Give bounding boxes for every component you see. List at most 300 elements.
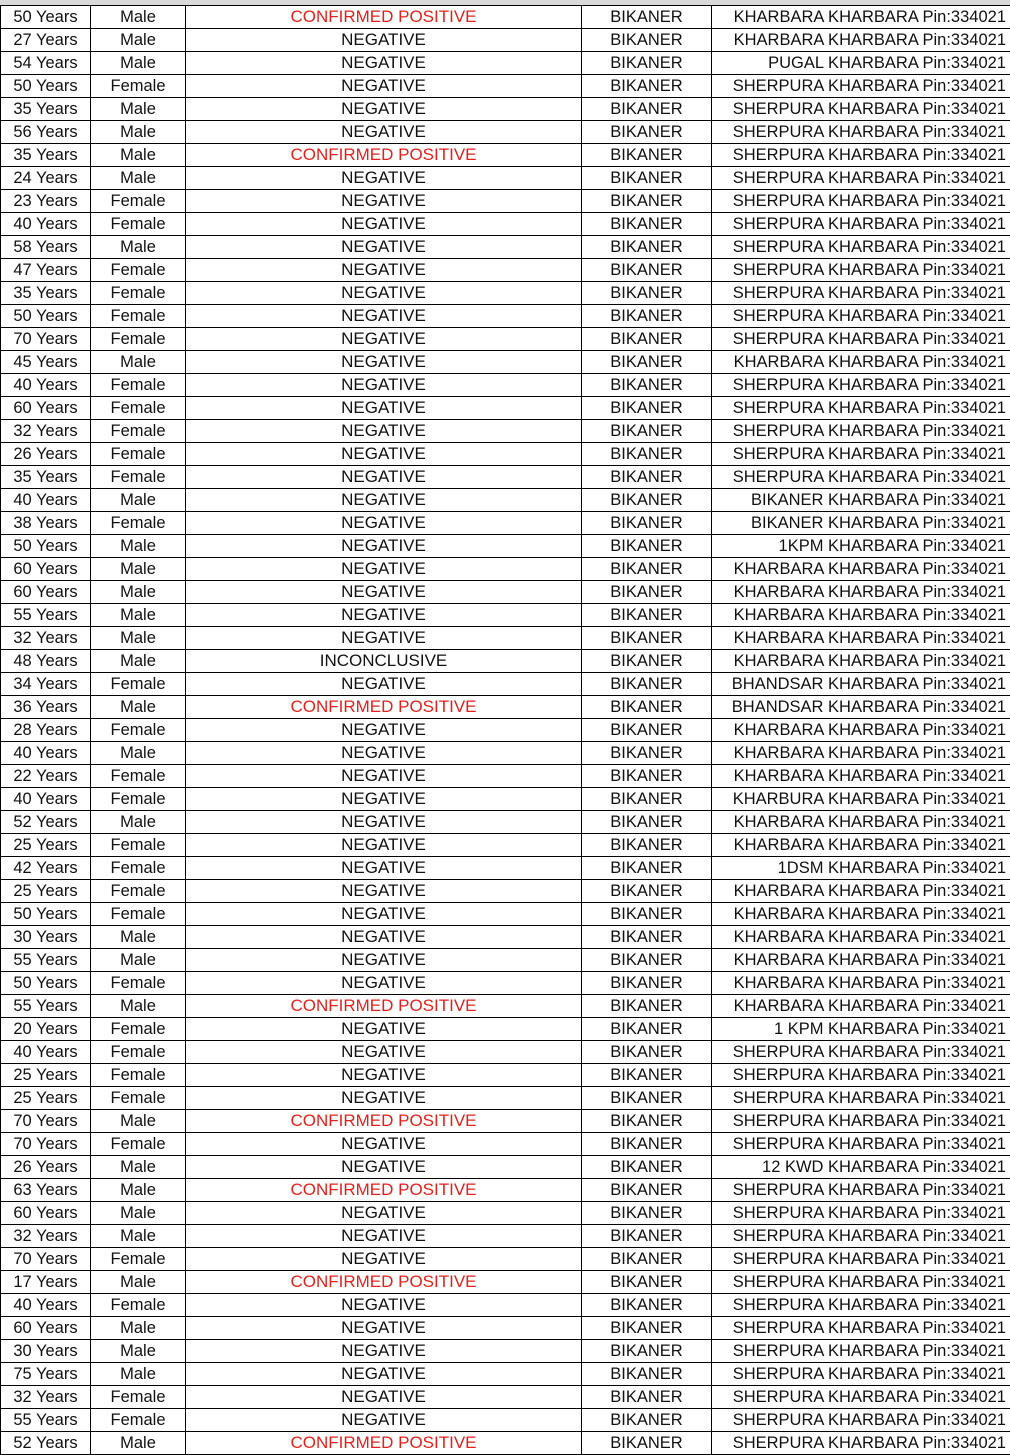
district-cell: BIKANER xyxy=(582,765,712,788)
result-cell: NEGATIVE xyxy=(186,282,582,305)
gender-cell: Female xyxy=(91,1248,186,1271)
age-cell: 30 Years xyxy=(1,1340,91,1363)
district-cell: BIKANER xyxy=(582,466,712,489)
result-cell: CONFIRMED POSITIVE xyxy=(186,1179,582,1202)
result-cell: NEGATIVE xyxy=(186,1156,582,1179)
table-row xyxy=(1,949,1010,972)
district-cell: BIKANER xyxy=(582,1156,712,1179)
age-cell: 50 Years xyxy=(1,903,91,926)
district-cell: BIKANER xyxy=(582,1271,712,1294)
result-cell: NEGATIVE xyxy=(186,1041,582,1064)
age-cell: 58 Years xyxy=(1,236,91,259)
table-row xyxy=(1,6,1010,29)
gender-cell: Female xyxy=(91,305,186,328)
result-cell: NEGATIVE xyxy=(186,581,582,604)
result-cell: NEGATIVE xyxy=(186,926,582,949)
table-row xyxy=(1,443,1010,466)
age-cell: 60 Years xyxy=(1,1317,91,1340)
gender-cell: Female xyxy=(91,673,186,696)
age-cell: 28 Years xyxy=(1,719,91,742)
district-cell: BIKANER xyxy=(582,903,712,926)
table-row xyxy=(1,719,1010,742)
address-cell: KHARBARA KHARBARA Pin:334021 xyxy=(712,765,1010,788)
district-cell: BIKANER xyxy=(582,1248,712,1271)
table-row xyxy=(1,305,1010,328)
result-cell: NEGATIVE xyxy=(186,351,582,374)
table-row xyxy=(1,627,1010,650)
address-cell: KHARBARA KHARBARA Pin:334021 xyxy=(712,811,1010,834)
result-cell: NEGATIVE xyxy=(186,1340,582,1363)
table-row xyxy=(1,1225,1010,1248)
address-cell: SHERPURA KHARBARA Pin:334021 xyxy=(712,190,1010,213)
result-cell: NEGATIVE xyxy=(186,213,582,236)
district-cell: BIKANER xyxy=(582,98,712,121)
result-cell: NEGATIVE xyxy=(186,719,582,742)
district-cell: BIKANER xyxy=(582,144,712,167)
gender-cell: Male xyxy=(91,29,186,52)
district-cell: BIKANER xyxy=(582,926,712,949)
table-row xyxy=(1,650,1010,673)
gender-cell: Female xyxy=(91,1386,186,1409)
age-cell: 40 Years xyxy=(1,1041,91,1064)
address-cell: SHERPURA KHARBARA Pin:334021 xyxy=(712,1409,1010,1432)
result-cell: NEGATIVE xyxy=(186,1409,582,1432)
district-cell: BIKANER xyxy=(582,397,712,420)
age-cell: 40 Years xyxy=(1,489,91,512)
result-cell: INCONCLUSIVE xyxy=(186,650,582,673)
result-cell: NEGATIVE xyxy=(186,673,582,696)
gender-cell: Male xyxy=(91,558,186,581)
age-cell: 25 Years xyxy=(1,880,91,903)
result-cell: NEGATIVE xyxy=(186,1087,582,1110)
age-cell: 55 Years xyxy=(1,604,91,627)
age-cell: 70 Years xyxy=(1,328,91,351)
district-cell: BIKANER xyxy=(582,328,712,351)
gender-cell: Male xyxy=(91,926,186,949)
address-cell: SHERPURA KHARBARA Pin:334021 xyxy=(712,1202,1010,1225)
district-cell: BIKANER xyxy=(582,259,712,282)
result-cell: NEGATIVE xyxy=(186,1018,582,1041)
table-row xyxy=(1,466,1010,489)
gender-cell: Female xyxy=(91,466,186,489)
table-row xyxy=(1,512,1010,535)
result-cell: NEGATIVE xyxy=(186,903,582,926)
gender-cell: Female xyxy=(91,374,186,397)
table-row xyxy=(1,98,1010,121)
table-row xyxy=(1,29,1010,52)
age-cell: 50 Years xyxy=(1,535,91,558)
district-cell: BIKANER xyxy=(582,236,712,259)
age-cell: 40 Years xyxy=(1,1294,91,1317)
gender-cell: Female xyxy=(91,1018,186,1041)
district-cell: BIKANER xyxy=(582,1363,712,1386)
address-cell: SHERPURA KHARBARA Pin:334021 xyxy=(712,1179,1010,1202)
district-cell: BIKANER xyxy=(582,443,712,466)
table-row xyxy=(1,351,1010,374)
address-cell: BHANDSAR KHARBARA Pin:334021 xyxy=(712,696,1010,719)
district-cell: BIKANER xyxy=(582,972,712,995)
result-cell: NEGATIVE xyxy=(186,558,582,581)
table-row xyxy=(1,1248,1010,1271)
results-table-body xyxy=(1,6,1010,1455)
address-cell: KHARBARA KHARBARA Pin:334021 xyxy=(712,719,1010,742)
table-row xyxy=(1,581,1010,604)
address-cell: BHANDSAR KHARBARA Pin:334021 xyxy=(712,673,1010,696)
age-cell: 26 Years xyxy=(1,443,91,466)
district-cell: BIKANER xyxy=(582,1179,712,1202)
age-cell: 25 Years xyxy=(1,1064,91,1087)
address-cell: KHARBARA KHARBARA Pin:334021 xyxy=(712,558,1010,581)
table-row xyxy=(1,1110,1010,1133)
district-cell: BIKANER xyxy=(582,1294,712,1317)
table-row xyxy=(1,1317,1010,1340)
district-cell: BIKANER xyxy=(582,121,712,144)
address-cell: KHARBARA KHARBARA Pin:334021 xyxy=(712,742,1010,765)
table-row xyxy=(1,995,1010,1018)
gender-cell: Female xyxy=(91,328,186,351)
gender-cell: Male xyxy=(91,144,186,167)
result-cell: NEGATIVE xyxy=(186,328,582,351)
gender-cell: Female xyxy=(91,880,186,903)
table-row xyxy=(1,903,1010,926)
district-cell: BIKANER xyxy=(582,558,712,581)
age-cell: 50 Years xyxy=(1,6,91,29)
result-cell: NEGATIVE xyxy=(186,1248,582,1271)
result-cell: NEGATIVE xyxy=(186,489,582,512)
address-cell: PUGAL KHARBARA Pin:334021 xyxy=(712,52,1010,75)
age-cell: 48 Years xyxy=(1,650,91,673)
district-cell: BIKANER xyxy=(582,1064,712,1087)
result-cell: NEGATIVE xyxy=(186,52,582,75)
result-cell: NEGATIVE xyxy=(186,788,582,811)
age-cell: 35 Years xyxy=(1,144,91,167)
district-cell: BIKANER xyxy=(582,788,712,811)
result-cell: NEGATIVE xyxy=(186,972,582,995)
age-cell: 25 Years xyxy=(1,834,91,857)
result-cell: NEGATIVE xyxy=(186,190,582,213)
result-cell: NEGATIVE xyxy=(186,1294,582,1317)
district-cell: BIKANER xyxy=(582,673,712,696)
address-cell: SHERPURA KHARBARA Pin:334021 xyxy=(712,213,1010,236)
result-cell: NEGATIVE xyxy=(186,1064,582,1087)
result-cell: NEGATIVE xyxy=(186,466,582,489)
result-cell: NEGATIVE xyxy=(186,627,582,650)
result-cell: NEGATIVE xyxy=(186,949,582,972)
age-cell: 32 Years xyxy=(1,627,91,650)
age-cell: 56 Years xyxy=(1,121,91,144)
age-cell: 54 Years xyxy=(1,52,91,75)
address-cell: SHERPURA KHARBARA Pin:334021 xyxy=(712,98,1010,121)
gender-cell: Male xyxy=(91,811,186,834)
gender-cell: Male xyxy=(91,995,186,1018)
address-cell: SHERPURA KHARBARA Pin:334021 xyxy=(712,1225,1010,1248)
address-cell: SHERPURA KHARBARA Pin:334021 xyxy=(712,1087,1010,1110)
table-row xyxy=(1,374,1010,397)
table-row xyxy=(1,1018,1010,1041)
gender-cell: Male xyxy=(91,236,186,259)
district-cell: BIKANER xyxy=(582,1432,712,1455)
age-cell: 60 Years xyxy=(1,558,91,581)
gender-cell: Male xyxy=(91,696,186,719)
gender-cell: Male xyxy=(91,742,186,765)
address-cell: 12 KWD KHARBARA Pin:334021 xyxy=(712,1156,1010,1179)
age-cell: 75 Years xyxy=(1,1363,91,1386)
age-cell: 55 Years xyxy=(1,949,91,972)
district-cell: BIKANER xyxy=(582,351,712,374)
age-cell: 60 Years xyxy=(1,581,91,604)
address-cell: SHERPURA KHARBARA Pin:334021 xyxy=(712,1432,1010,1455)
age-cell: 23 Years xyxy=(1,190,91,213)
age-cell: 25 Years xyxy=(1,1087,91,1110)
address-cell: KHARBARA KHARBARA Pin:334021 xyxy=(712,926,1010,949)
district-cell: BIKANER xyxy=(582,880,712,903)
address-cell: SHERPURA KHARBARA Pin:334021 xyxy=(712,1110,1010,1133)
table-row xyxy=(1,52,1010,75)
district-cell: BIKANER xyxy=(582,420,712,443)
age-cell: 50 Years xyxy=(1,972,91,995)
age-cell: 55 Years xyxy=(1,995,91,1018)
table-row xyxy=(1,1087,1010,1110)
address-cell: SHERPURA KHARBARA Pin:334021 xyxy=(712,259,1010,282)
address-cell: BIKANER KHARBARA Pin:334021 xyxy=(712,512,1010,535)
district-cell: BIKANER xyxy=(582,949,712,972)
table-row xyxy=(1,236,1010,259)
district-cell: BIKANER xyxy=(582,604,712,627)
result-cell: CONFIRMED POSITIVE xyxy=(186,6,582,29)
table-row xyxy=(1,282,1010,305)
gender-cell: Male xyxy=(91,604,186,627)
address-cell: SHERPURA KHARBARA Pin:334021 xyxy=(712,167,1010,190)
gender-cell: Male xyxy=(91,6,186,29)
table-row xyxy=(1,926,1010,949)
address-cell: SHERPURA KHARBARA Pin:334021 xyxy=(712,1133,1010,1156)
address-cell: SHERPURA KHARBARA Pin:334021 xyxy=(712,466,1010,489)
age-cell: 32 Years xyxy=(1,1225,91,1248)
gender-cell: Female xyxy=(91,903,186,926)
address-cell: SHERPURA KHARBARA Pin:334021 xyxy=(712,1294,1010,1317)
result-cell: NEGATIVE xyxy=(186,1317,582,1340)
address-cell: KHARBARA KHARBARA Pin:334021 xyxy=(712,949,1010,972)
gender-cell: Male xyxy=(91,1202,186,1225)
result-cell: NEGATIVE xyxy=(186,374,582,397)
district-cell: BIKANER xyxy=(582,6,712,29)
address-cell: KHARBARA KHARBARA Pin:334021 xyxy=(712,903,1010,926)
result-cell: NEGATIVE xyxy=(186,167,582,190)
gender-cell: Female xyxy=(91,857,186,880)
result-cell: NEGATIVE xyxy=(186,765,582,788)
address-cell: SHERPURA KHARBARA Pin:334021 xyxy=(712,1271,1010,1294)
gender-cell: Male xyxy=(91,1317,186,1340)
district-cell: BIKANER xyxy=(582,535,712,558)
district-cell: BIKANER xyxy=(582,1110,712,1133)
result-cell: CONFIRMED POSITIVE xyxy=(186,696,582,719)
gender-cell: Male xyxy=(91,98,186,121)
district-cell: BIKANER xyxy=(582,1202,712,1225)
age-cell: 63 Years xyxy=(1,1179,91,1202)
gender-cell: Female xyxy=(91,259,186,282)
table-row xyxy=(1,558,1010,581)
age-cell: 40 Years xyxy=(1,788,91,811)
gender-cell: Female xyxy=(91,1294,186,1317)
gender-cell: Male xyxy=(91,1271,186,1294)
result-cell: NEGATIVE xyxy=(186,121,582,144)
address-cell: BIKANER KHARBARA Pin:334021 xyxy=(712,489,1010,512)
result-cell: CONFIRMED POSITIVE xyxy=(186,995,582,1018)
address-cell: 1DSM KHARBARA Pin:334021 xyxy=(712,857,1010,880)
age-cell: 34 Years xyxy=(1,673,91,696)
district-cell: BIKANER xyxy=(582,719,712,742)
address-cell: KHARBURA KHARBARA Pin:334021 xyxy=(712,788,1010,811)
table-row xyxy=(1,673,1010,696)
result-cell: NEGATIVE xyxy=(186,604,582,627)
gender-cell: Male xyxy=(91,1179,186,1202)
gender-cell: Female xyxy=(91,972,186,995)
age-cell: 55 Years xyxy=(1,1409,91,1432)
gender-cell: Female xyxy=(91,1409,186,1432)
result-cell: NEGATIVE xyxy=(186,512,582,535)
age-cell: 36 Years xyxy=(1,696,91,719)
gender-cell: Male xyxy=(91,121,186,144)
table-row xyxy=(1,190,1010,213)
age-cell: 70 Years xyxy=(1,1110,91,1133)
result-cell: CONFIRMED POSITIVE xyxy=(186,1271,582,1294)
age-cell: 52 Years xyxy=(1,1432,91,1455)
age-cell: 22 Years xyxy=(1,765,91,788)
district-cell: BIKANER xyxy=(582,696,712,719)
address-cell: 1 KPM KHARBARA Pin:334021 xyxy=(712,1018,1010,1041)
address-cell: SHERPURA KHARBARA Pin:334021 xyxy=(712,374,1010,397)
address-cell: SHERPURA KHARBARA Pin:334021 xyxy=(712,328,1010,351)
result-cell: NEGATIVE xyxy=(186,1202,582,1225)
result-cell: NEGATIVE xyxy=(186,742,582,765)
table-row xyxy=(1,972,1010,995)
address-cell: KHARBARA KHARBARA Pin:334021 xyxy=(712,29,1010,52)
address-cell: SHERPURA KHARBARA Pin:334021 xyxy=(712,1317,1010,1340)
district-cell: BIKANER xyxy=(582,995,712,1018)
table-row xyxy=(1,1409,1010,1432)
address-cell: SHERPURA KHARBARA Pin:334021 xyxy=(712,305,1010,328)
address-cell: KHARBARA KHARBARA Pin:334021 xyxy=(712,834,1010,857)
gender-cell: Female xyxy=(91,213,186,236)
district-cell: BIKANER xyxy=(582,742,712,765)
age-cell: 42 Years xyxy=(1,857,91,880)
result-cell: CONFIRMED POSITIVE xyxy=(186,1432,582,1455)
address-cell: SHERPURA KHARBARA Pin:334021 xyxy=(712,121,1010,144)
district-cell: BIKANER xyxy=(582,650,712,673)
table-row xyxy=(1,857,1010,880)
address-cell: SHERPURA KHARBARA Pin:334021 xyxy=(712,420,1010,443)
result-cell: NEGATIVE xyxy=(186,1363,582,1386)
gender-cell: Male xyxy=(91,581,186,604)
result-cell: NEGATIVE xyxy=(186,857,582,880)
address-cell: KHARBARA KHARBARA Pin:334021 xyxy=(712,972,1010,995)
result-cell: NEGATIVE xyxy=(186,834,582,857)
district-cell: BIKANER xyxy=(582,305,712,328)
table-row xyxy=(1,75,1010,98)
district-cell: BIKANER xyxy=(582,627,712,650)
table-row xyxy=(1,696,1010,719)
district-cell: BIKANER xyxy=(582,1340,712,1363)
table-row xyxy=(1,811,1010,834)
age-cell: 40 Years xyxy=(1,213,91,236)
age-cell: 32 Years xyxy=(1,1386,91,1409)
gender-cell: Female xyxy=(91,75,186,98)
result-cell: NEGATIVE xyxy=(186,880,582,903)
district-cell: BIKANER xyxy=(582,374,712,397)
results-table xyxy=(0,5,1010,1455)
table-row xyxy=(1,1432,1010,1455)
age-cell: 17 Years xyxy=(1,1271,91,1294)
district-cell: BIKANER xyxy=(582,581,712,604)
table-row xyxy=(1,834,1010,857)
gender-cell: Female xyxy=(91,1133,186,1156)
table-row xyxy=(1,765,1010,788)
gender-cell: Female xyxy=(91,420,186,443)
table-row xyxy=(1,213,1010,236)
result-cell: NEGATIVE xyxy=(186,535,582,558)
table-row xyxy=(1,1294,1010,1317)
result-cell: NEGATIVE xyxy=(186,1386,582,1409)
table-row xyxy=(1,1179,1010,1202)
age-cell: 24 Years xyxy=(1,167,91,190)
address-cell: KHARBARA KHARBARA Pin:334021 xyxy=(712,581,1010,604)
gender-cell: Male xyxy=(91,1110,186,1133)
age-cell: 35 Years xyxy=(1,282,91,305)
table-row xyxy=(1,742,1010,765)
age-cell: 38 Years xyxy=(1,512,91,535)
district-cell: BIKANER xyxy=(582,1386,712,1409)
result-cell: NEGATIVE xyxy=(186,29,582,52)
result-cell: NEGATIVE xyxy=(186,75,582,98)
district-cell: BIKANER xyxy=(582,1409,712,1432)
gender-cell: Male xyxy=(91,1363,186,1386)
age-cell: 26 Years xyxy=(1,1156,91,1179)
age-cell: 60 Years xyxy=(1,397,91,420)
district-cell: BIKANER xyxy=(582,52,712,75)
gender-cell: Male xyxy=(91,1156,186,1179)
district-cell: BIKANER xyxy=(582,29,712,52)
district-cell: BIKANER xyxy=(582,834,712,857)
address-cell: KHARBARA KHARBARA Pin:334021 xyxy=(712,6,1010,29)
age-cell: 60 Years xyxy=(1,1202,91,1225)
address-cell: SHERPURA KHARBARA Pin:334021 xyxy=(712,144,1010,167)
address-cell: SHERPURA KHARBARA Pin:334021 xyxy=(712,1340,1010,1363)
district-cell: BIKANER xyxy=(582,857,712,880)
result-cell: NEGATIVE xyxy=(186,98,582,121)
gender-cell: Female xyxy=(91,1087,186,1110)
district-cell: BIKANER xyxy=(582,1133,712,1156)
district-cell: BIKANER xyxy=(582,1018,712,1041)
district-cell: BIKANER xyxy=(582,282,712,305)
address-cell: KHARBARA KHARBARA Pin:334021 xyxy=(712,351,1010,374)
table-row xyxy=(1,420,1010,443)
district-cell: BIKANER xyxy=(582,1225,712,1248)
result-cell: NEGATIVE xyxy=(186,236,582,259)
address-cell: KHARBARA KHARBARA Pin:334021 xyxy=(712,604,1010,627)
result-cell: NEGATIVE xyxy=(186,811,582,834)
gender-cell: Male xyxy=(91,627,186,650)
gender-cell: Female xyxy=(91,512,186,535)
district-cell: BIKANER xyxy=(582,167,712,190)
age-cell: 50 Years xyxy=(1,305,91,328)
address-cell: SHERPURA KHARBARA Pin:334021 xyxy=(712,1064,1010,1087)
table-row xyxy=(1,1064,1010,1087)
gender-cell: Male xyxy=(91,535,186,558)
table-row xyxy=(1,328,1010,351)
address-cell: SHERPURA KHARBARA Pin:334021 xyxy=(712,75,1010,98)
address-cell: SHERPURA KHARBARA Pin:334021 xyxy=(712,1248,1010,1271)
address-cell: KHARBARA KHARBARA Pin:334021 xyxy=(712,627,1010,650)
